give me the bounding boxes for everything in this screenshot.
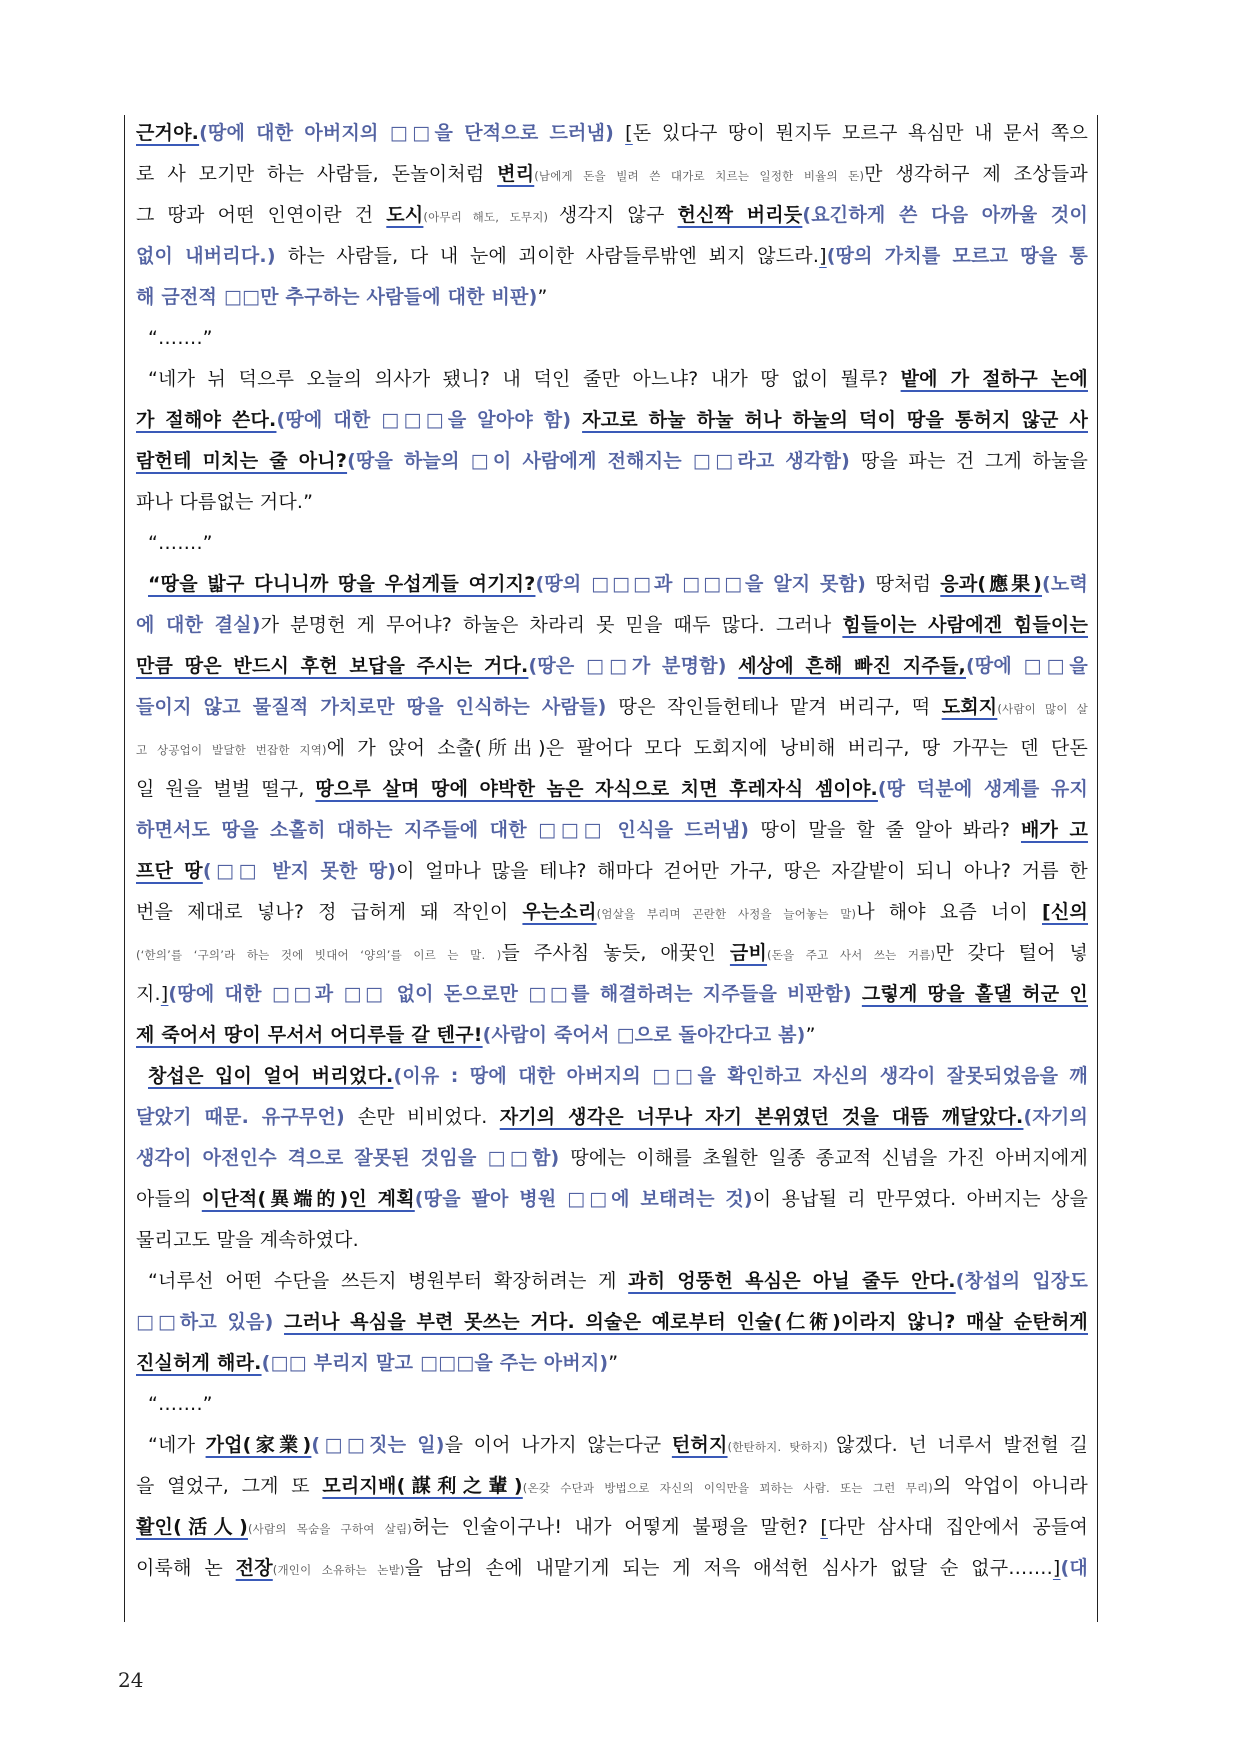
underlined-key-phrase: 프단 땅 (136, 860, 203, 882)
annotation-note: (□□ 부리지 말고 □□□을 주는 아버지) (261, 1352, 609, 1374)
vocabulary-gloss: 고 상공업이 발달한 번잡한 지역) (136, 743, 327, 757)
vocabulary-gloss: (사람의 목숨을 구하여 살림) (247, 1522, 412, 1536)
underlined-key-phrase: 헌신짝 버리듯 (677, 204, 803, 226)
left-margin-rule (124, 115, 125, 1622)
plain-text: 하는 사람들, 다 내 눈에 괴이한 사람들루밖엔 뵈지 않드라. (287, 245, 820, 267)
annotation-note: (땅은 □□가 분명함) (528, 655, 739, 677)
text-line (136, 399, 1088, 441)
text-line (136, 1219, 1088, 1261)
annotation-note: (땅을 팔아 병원 □□에 보태려는 것) (414, 1188, 753, 1210)
underlined-key-phrase: 만큼 땅은 반드시 후헌 보답을 주시는 거다. (136, 655, 529, 677)
text-line (136, 1301, 1088, 1343)
bracket-marker: [ (820, 1516, 828, 1538)
plain-text: 땅은 작인들헌테나 맡겨 버리구, 떡 (618, 696, 942, 718)
underlined-key-phrase: 땅으루 살며 땅에 야박한 놈은 자식으로 치면 후레자식 셈이야. (315, 778, 878, 800)
text-line (136, 1137, 1088, 1179)
text-line (136, 1014, 1088, 1056)
text-line (136, 1465, 1088, 1507)
underlined-key-phrase: 변리 (497, 163, 535, 185)
plain-text: 이 용납될 리 만무였다. 아버지는 상을 (752, 1188, 1088, 1210)
text-line (136, 235, 1088, 277)
plain-text: “네가 (148, 1434, 206, 1456)
bracket-marker: ] (160, 983, 169, 1005)
plain-text: 땅에는 이해를 초월한 일종 종교적 신념을 가진 아버지에게 (570, 1147, 1088, 1169)
text-line (136, 1055, 1088, 1097)
annotation-note: (사람이 죽어서 □으로 돌아간다고 봄) (482, 1024, 806, 1046)
plain-text: 이 얼마나 많을 테냐? 해마다 걷어만 가구, 땅은 자갈밭이 되니 아나? 거름 한 (396, 860, 1088, 882)
text-line (136, 686, 1088, 728)
vocabulary-gloss: (돈을 주고 사서 쓰는 거름) (767, 948, 936, 962)
plain-text: 지. (136, 983, 161, 1005)
text-line (136, 1424, 1088, 1466)
text-line (136, 563, 1088, 605)
vocabulary-gloss: (온갖 수단과 방법으로 자신의 이익만을 꾀하는 사람. 또는 그런 무리) (522, 1481, 933, 1495)
plain-text: 땅이 말을 할 줄 알아 봐라? (760, 819, 1021, 841)
annotation-note: 달았기 때문. 유구무언) (136, 1106, 358, 1128)
vocabulary-gloss: (개인이 소유하는 논밭) (272, 1563, 405, 1577)
plain-text: 않겠다. 넌 너루서 발전헐 길 (836, 1434, 1089, 1456)
underlined-key-phrase: 진실허게 해라. (136, 1352, 262, 1374)
underlined-key-phrase: 힘들이는 사람에겐 힘들이는 (842, 614, 1088, 636)
annotation-note: (□□ 받지 못한 땅) (202, 860, 397, 882)
plain-text: 번을 제대로 넣나? 정 급허게 돼 작인이 (136, 901, 523, 923)
plain-text: 생각지 않구 (558, 204, 678, 226)
plain-text: “…….” (148, 1393, 213, 1415)
plain-text: ” (805, 1024, 816, 1046)
bracket-marker: ] (819, 245, 827, 267)
plain-text: 파나 다름없는 거다.” (136, 491, 314, 513)
underlined-key-phrase: 세상에 흔해 빠진 지주들, (738, 655, 966, 677)
text-line (136, 1506, 1088, 1548)
annotation-note: (땅 덕분에 생계를 유지 (877, 778, 1088, 800)
text-line (136, 153, 1088, 195)
annotation-note: (땅의 □□□과 □□□을 알지 못함) (535, 573, 876, 595)
text-line (136, 276, 1088, 318)
annotation-note: (창섭의 입장도 (955, 1270, 1088, 1292)
page-number: 24 (118, 1668, 144, 1692)
plain-text: 물리고도 말을 계속하였다. (136, 1229, 359, 1251)
annotation-note: (땅에 대한 □□□을 알아야 함) (276, 409, 583, 431)
plain-text: 을 남의 손에 내맡기게 되는 게 저윽 애석헌 심사가 없달 순 없구……. (404, 1557, 1053, 1579)
plain-text: 돈 있다구 땅이 뭔지두 모르구 욕심만 내 문서 쪽으 (632, 122, 1089, 144)
plain-text: 들 주사침 놓듯, 애꿎인 (501, 942, 730, 964)
text-line (136, 850, 1088, 892)
underlined-key-phrase: 제 죽어서 땅이 무서서 어디루들 갈 텐구! (136, 1024, 483, 1046)
underlined-key-phrase: 금비 (729, 942, 768, 964)
annotation-note: (요긴하게 쓴 다음 아까울 것이 (802, 204, 1088, 226)
text-line (136, 1383, 1088, 1425)
underlined-key-phrase: 모리지배(謀利之輩) (322, 1475, 523, 1497)
text-line (136, 194, 1088, 236)
plain-text: 을 이어 나가지 않는다군 (444, 1434, 672, 1456)
underlined-key-phrase: 람헌테 미치는 줄 아니? (136, 450, 348, 472)
underlined-key-phrase: “땅을 밟구 다니니까 땅을 우섭게들 여기지? (148, 573, 536, 595)
text-line (136, 809, 1088, 851)
text-line (136, 1547, 1088, 1589)
vocabulary-gloss: (한탄하지. 탓하지) (727, 1440, 837, 1454)
underlined-key-phrase: 밭에 가 절하구 논에 (900, 368, 1088, 390)
underlined-key-phrase: 배가 고 (1020, 819, 1089, 841)
underlined-key-phrase: 활인(活人) (136, 1516, 248, 1538)
underlined-key-phrase: 이단적(異端的)인 계획 (201, 1188, 415, 1210)
text-line (136, 768, 1088, 810)
plain-text: 손만 비비었다. (357, 1106, 500, 1128)
text-line (136, 891, 1088, 933)
underlined-key-phrase: 창섭은 입이 얼어 버리었다. (148, 1065, 394, 1087)
text-line (136, 1096, 1088, 1138)
underlined-key-phrase: 도회지 (941, 696, 998, 718)
text-line (136, 481, 1088, 523)
annotation-note: (땅에 대한 아버지의 □□을 단적으로 드러냄) (199, 122, 626, 144)
annotation-note: (땅에 □□을 (965, 655, 1088, 677)
plain-text: 이룩해 논 (136, 1557, 236, 1579)
plain-text: 의 악업이 아니라 (932, 1475, 1088, 1497)
plain-text: 아들의 (136, 1188, 202, 1210)
text-line (136, 1260, 1088, 1302)
annotation-note: 에 대한 결실) (136, 614, 261, 636)
annotation-note: (땅의 가치를 모르고 땅을 통 (826, 245, 1088, 267)
annotation-note: 들이지 않고 물질적 가치로만 땅을 인식하는 사람들) (136, 696, 619, 718)
plain-text: “…….” (148, 532, 213, 554)
underlined-key-phrase: 턴허지 (671, 1434, 728, 1456)
annotation-note: □□하고 있음) (136, 1311, 285, 1333)
text-line (136, 1178, 1088, 1220)
plain-text: 만 갖다 털어 넣 (935, 942, 1088, 964)
underlined-key-phrase: 우는소리 (522, 901, 597, 923)
annotation-note: 생각이 아전인수 격으로 잘못된 것임을 □□함) (136, 1147, 571, 1169)
annotation-note: (땅을 하늘의 □이 사람에게 전해지는 □□라고 생각함) (347, 450, 861, 472)
plain-text: 땅처럼 (875, 573, 941, 595)
annotation-note: (땅에 대한 □□과 □□ 없이 돈으로만 □□를 해결하려는 지주들을 비판함) (168, 983, 862, 1005)
underlined-key-phrase: [신의 (1042, 901, 1088, 923)
plain-text: 일 원을 벌벌 떨구, (136, 778, 316, 800)
vocabulary-gloss: (엄살을 부리며 곤란한 사정을 늘어놓는 말) (596, 907, 857, 921)
vocabulary-gloss: (사람이 많이 살 (997, 702, 1088, 716)
annotation-note: (□□짓는 일) (311, 1434, 445, 1456)
underlined-key-phrase: 과히 엉뚱헌 욕심은 아닐 줄두 안다. (628, 1270, 956, 1292)
plain-text: ” (537, 286, 548, 308)
right-margin-rule (1097, 115, 1098, 1622)
plain-text: 나 해야 요즘 너이 (856, 901, 1042, 923)
underlined-key-phrase: 응과(應果) (940, 573, 1043, 595)
vocabulary-gloss: (‘한의’를 ‘구의’라 하는 것에 빗대어 ‘양의’를 이르 는 말. ) (136, 948, 502, 962)
plain-text: “네가 뉘 덕으루 오늘의 의사가 됐니? 내 덕인 줄만 아느냐? 내가 땅 없이 뭘루? (148, 368, 901, 390)
underlined-key-phrase: 도시 (386, 204, 424, 226)
plain-text: 만 생각허구 제 조상들과 (864, 163, 1088, 185)
text-line (136, 1342, 1088, 1384)
underlined-key-phrase: 자기의 생각은 너무나 자기 본위였던 것을 대뜸 깨달았다. (499, 1106, 1024, 1128)
bracket-marker: ] (1052, 1557, 1061, 1579)
annotation-note: (노력 (1042, 573, 1089, 595)
text-line (136, 112, 1088, 154)
plain-text: 가 분명헌 게 무어냐? 하눌은 차라리 못 믿을 때두 많다. 그러나 (260, 614, 843, 636)
underlined-key-phrase: 전장 (235, 1557, 273, 1579)
text-line (136, 522, 1088, 564)
plain-text: “너루선 어떤 수단을 쓰든지 병원부터 확장허려는 게 (148, 1270, 629, 1292)
annotation-note: (자기의 (1023, 1106, 1088, 1128)
text-line (136, 645, 1088, 687)
vocabulary-gloss: (아무리 해도, 도무지) (423, 210, 559, 224)
text-line (136, 932, 1088, 974)
text-line (136, 727, 1088, 769)
plain-text: 을 열었구, 그게 또 (136, 1475, 323, 1497)
bracket-marker: [ (625, 122, 633, 144)
annotation-note: 해 금전적 □□만 추구하는 사람들에 대한 비판) (136, 286, 538, 308)
annotation-note: 하면서도 땅을 소홀히 대하는 지주들에 대한 □□□ 인식을 드러냄) (136, 819, 761, 841)
plain-text: “…….” (148, 327, 213, 349)
annotation-note: (이유 : 땅에 대한 아버지의 □□을 확인하고 자신의 생각이 잘못되었음을 깨 (393, 1065, 1088, 1087)
underlined-key-phrase: 가업(家業) (205, 1434, 312, 1456)
vocabulary-gloss: (남에게 돈을 빌려 쓴 대가로 치르는 일정한 비율의 돈) (534, 169, 865, 183)
plain-text: 로 사 모기만 하는 사람들, 돈놀이처럼 (136, 163, 498, 185)
underlined-key-phrase: 근거야. (136, 122, 200, 144)
plain-text: 다만 삼사대 집안에서 공들여 (827, 1516, 1089, 1538)
plain-text: 땅을 파는 건 그게 하눌을 (860, 450, 1088, 472)
annotation-note: 없이 내버리다.) (136, 245, 288, 267)
plain-text: ” (608, 1352, 619, 1374)
underlined-key-phrase: 그렇게 땅을 홀댈 허군 인 (861, 983, 1088, 1005)
plain-text: 허는 인술이구나! 내가 어떻게 불평을 말헌? (412, 1516, 821, 1538)
annotation-note: (대 (1060, 1557, 1088, 1579)
underlined-key-phrase: 그러나 욕심을 부련 못쓰는 거다. 의술은 예로부터 인술(仁術)이라지 않니? 매살 순탄허게 (284, 1311, 1088, 1333)
text-line (136, 317, 1088, 359)
plain-text: 그 땅과 어떤 인연이란 건 (136, 204, 387, 226)
underlined-key-phrase: 자고로 하눌 하눌 허나 하눌의 덕이 땅을 통허지 않군 사 (582, 409, 1088, 431)
text-line (136, 604, 1088, 646)
text-line (136, 440, 1088, 482)
underlined-key-phrase: 가 절해야 쓴다. (136, 409, 277, 431)
text-line (136, 973, 1088, 1015)
text-line (136, 358, 1088, 400)
plain-text: 에 가 앉어 소출(所出)은 팔어다 모다 도회지에 낭비해 버리구, 땅 가꾸는 덴 단돈 (326, 737, 1088, 759)
